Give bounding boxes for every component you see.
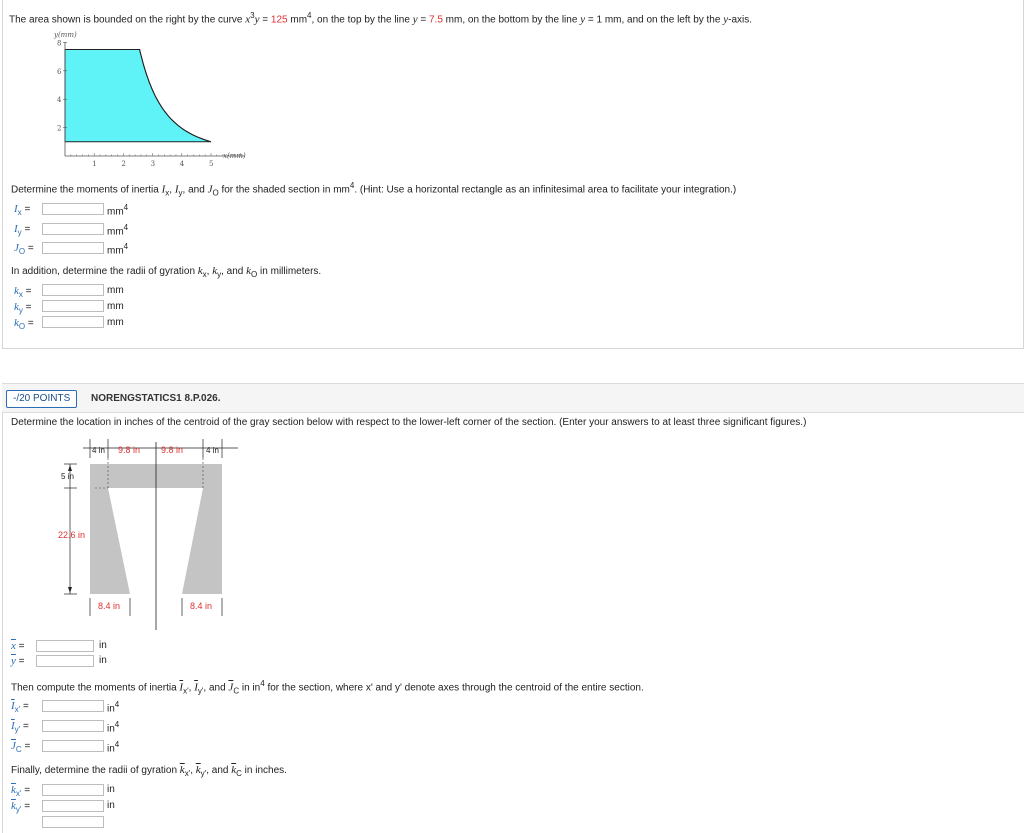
- curve-var-y: y: [254, 13, 260, 26]
- top-unit: mm, on the bottom by the line: [442, 14, 581, 26]
- radii2-prompt-b: in inches.: [241, 765, 287, 776]
- left-var: y: [723, 13, 729, 26]
- y-tick-label: 6: [57, 67, 62, 76]
- xbar-label: $\overline{x}$ =: [11, 640, 25, 652]
- moments2-prompt-c: for the section, where x' and y' denote axes through the centroid of the entire section.: [264, 682, 644, 694]
- section-figure: [55, 436, 255, 632]
- x-tick-label: 1: [92, 160, 97, 168]
- top-var: y: [412, 13, 418, 26]
- curve-var-x: x: [245, 13, 251, 26]
- ky-label: $k_y$ =: [14, 301, 32, 315]
- x-ticks: [71, 153, 240, 168]
- ko-label: $k_O$ =: [14, 317, 34, 331]
- kx-unit: mm: [107, 285, 124, 296]
- moments2-prompt-a: Then compute the moments of inertia: [11, 682, 180, 694]
- moments-prompt-c: . (Hint: Use a horizontal rectangle as an infinitesimal area to facilitate your integration.): [354, 184, 737, 196]
- iy-label: $I_y$ =: [14, 223, 31, 237]
- xbar-input[interactable]: [36, 640, 94, 652]
- iy-input[interactable]: [42, 223, 104, 235]
- moments-prompt-2: Then compute the moments of inertia $\overline{I}_{x'}$, $\overline{I}_{y'}$, and $\overline{J}_C$ in $in^4$ for the section, where x' and y' denote axes through the centroid of the entire section.: [11, 679, 644, 696]
- y-tick-label: 2: [57, 124, 62, 133]
- ix-unit: $mm^4$: [107, 203, 129, 218]
- kx-label: $k_x$ =: [14, 285, 32, 299]
- area-graph: [40, 28, 270, 178]
- top-value: 7.5: [428, 14, 443, 26]
- kyp-unit: in: [107, 800, 115, 811]
- radii-prompt-2: Finally, determine the radii of gyration $\overline{k}_{x'}$, $\overline{k}_{y'}$, and $\overline{k}_C$ in inches.: [11, 764, 287, 778]
- ixp-input[interactable]: [42, 700, 104, 712]
- top-eq: =: [417, 14, 429, 26]
- moments-prompt-exp: 4: [349, 181, 355, 190]
- curve-eq: =: [259, 14, 271, 26]
- iyp-input[interactable]: [42, 720, 104, 732]
- ixp-label: $\overline{I}_{x'}$ =: [11, 700, 29, 714]
- x-tick-label: 4: [179, 160, 185, 168]
- radii2-prompt-a: Finally, determine the radii of gyration: [11, 765, 180, 776]
- iy-unit: $mm^4$: [107, 223, 129, 238]
- moments2-prompt-exp: 4: [260, 679, 265, 688]
- shaded-area: [65, 50, 211, 142]
- intro-text: The area shown is bounded on the right by the curve: [9, 14, 246, 26]
- ybar-input[interactable]: [36, 655, 94, 667]
- curve-unit: mm: [287, 14, 308, 26]
- moments-prompt-b: for the shaded section in mm: [218, 184, 350, 196]
- ix-input[interactable]: [42, 203, 104, 215]
- kx-input[interactable]: [42, 284, 104, 296]
- x-tick-label: 5: [209, 160, 214, 168]
- radii-prompt-b: in millimeters.: [257, 266, 322, 277]
- ybar-label: $\overline{y}$ =: [11, 655, 25, 667]
- problem-code: NORENGSTATICS1 8.P.026.: [91, 393, 221, 404]
- radii-prompt-1: In addition, determine the radii of gyration $k_x$, $k_y$, and $k_O$ in millimeters.: [11, 265, 322, 279]
- jo-unit: $mm^4$: [107, 242, 129, 257]
- x-tick-label: 3: [150, 160, 156, 168]
- dim-4in-right: 4 in: [206, 446, 219, 455]
- ko-unit: mm: [107, 317, 124, 328]
- y-tick-label: 4: [57, 96, 62, 105]
- kyp-label: $\overline{k}_{y'}$ =: [11, 800, 31, 814]
- ko-input[interactable]: [42, 316, 104, 328]
- y-tick-label: 8: [57, 39, 62, 48]
- radii-prompt-a: In addition, determine the radii of gyration: [11, 266, 198, 277]
- left-tail: -axis.: [728, 14, 753, 26]
- dim-98-right: 9.8 in: [161, 445, 184, 455]
- problem1-intro: [9, 11, 752, 25]
- iyp-label: $\overline{I}_{y'}$ =: [11, 720, 29, 734]
- ky-input[interactable]: [42, 300, 104, 312]
- ix-label: $I_x$ =: [14, 203, 31, 217]
- kxp-unit: in: [107, 784, 115, 795]
- centroid-prompt: Determine the location in inches of the centroid of the gray section below with respect to the lower-left corner of the section. (Enter your answers to at least three significant figures.): [11, 417, 807, 428]
- jc-unit: $in^4$: [107, 740, 120, 755]
- jc-label: $\overline{J}_C$ =: [11, 740, 31, 754]
- bottom-eq: = 1 mm, and on the left by the: [585, 14, 724, 26]
- kyp-input[interactable]: [42, 800, 104, 812]
- curve-exp: 3: [250, 11, 255, 20]
- ky-unit: mm: [107, 301, 124, 312]
- dim-5in: 5 in: [61, 472, 74, 481]
- kc-input-partial[interactable]: [42, 816, 104, 828]
- jo-input[interactable]: [42, 242, 104, 254]
- dim-226: 22.6 in: [58, 530, 86, 540]
- jc-input[interactable]: [42, 740, 104, 752]
- moments-prompt-a: Determine the moments of inertia: [11, 184, 162, 196]
- x-axis-label: x(mm): [223, 152, 246, 160]
- moments-prompt-1: Determine the moments of inertia $I_x$, $I_y$, and $J_O$ for the shaded section in $mm^4$. (Hint: Use a horizontal rectangle as an infinitesimal area to facilitate your integration.): [11, 181, 737, 198]
- ixp-unit: $in^4$: [107, 700, 120, 715]
- dim-4in-left: 4 in: [92, 446, 105, 455]
- dim-84-right: 8.4 in: [190, 601, 213, 611]
- iyp-unit: $in^4$: [107, 720, 120, 735]
- dim-98-left: 9.8 in: [118, 445, 141, 455]
- points-badge[interactable]: -/20 POINTS: [6, 390, 77, 408]
- moments2-prompt-b: in in: [239, 682, 261, 694]
- xbar-unit: in: [99, 640, 107, 651]
- ybar-unit: in: [99, 655, 107, 666]
- x-tick-label: 2: [121, 160, 126, 168]
- dim-84-left: 8.4 in: [98, 601, 121, 611]
- kxp-input[interactable]: [42, 784, 104, 796]
- curve-value: 125: [270, 14, 288, 26]
- y-axis-label: y(mm): [54, 31, 77, 39]
- jo-label: $J_O$ =: [14, 242, 34, 256]
- intro-mid: , on the top by the line: [311, 14, 413, 26]
- kxp-label: $\overline{k}_{x'}$ =: [11, 784, 31, 798]
- bottom-var: y: [580, 13, 586, 26]
- curve-unit-exp: 4: [307, 11, 312, 20]
